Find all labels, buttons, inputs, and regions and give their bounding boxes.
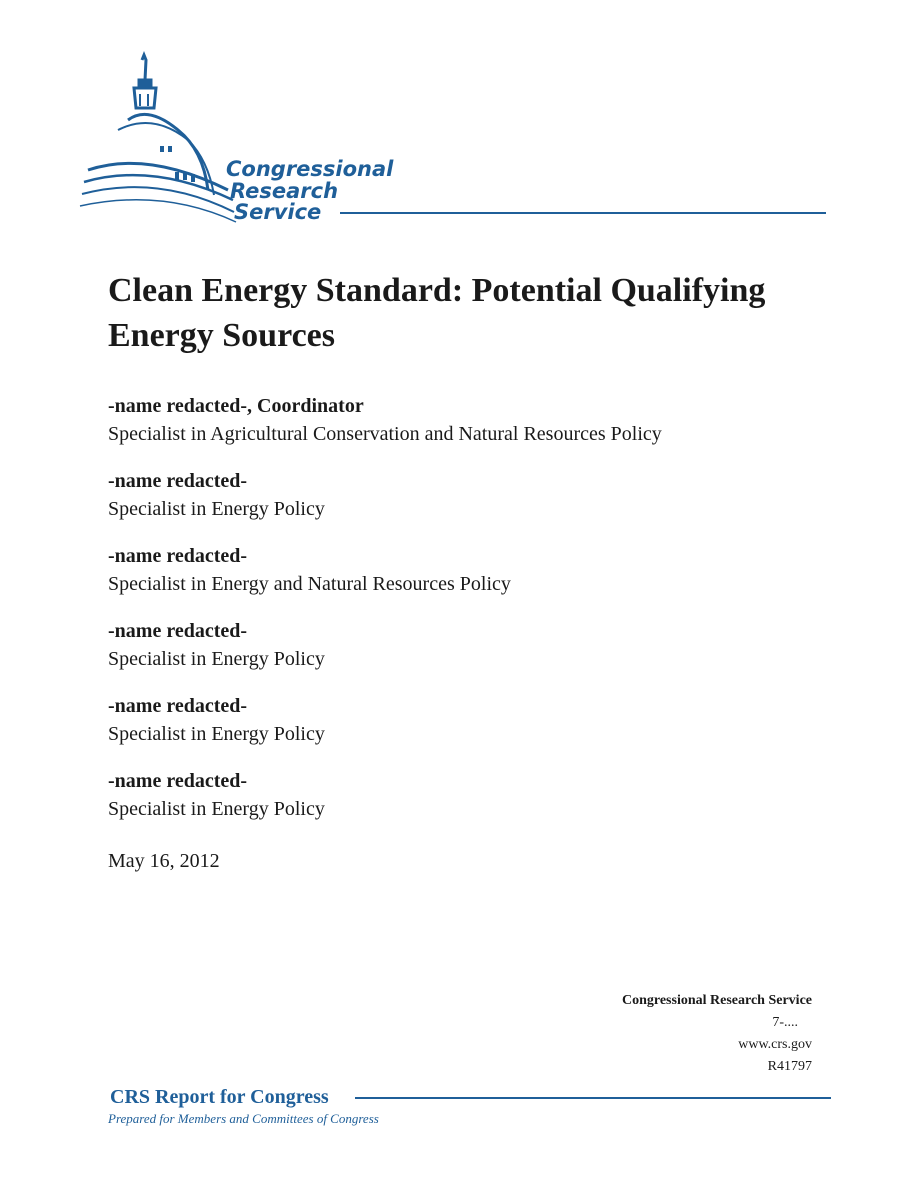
logo-text-line1: Congressional (226, 157, 394, 181)
author-role: Specialist in Energy Policy (108, 498, 325, 520)
crs-report-id: R41797 (767, 1059, 812, 1074)
author-name: -name redacted- (108, 545, 248, 567)
logo-text-line2: Research (230, 179, 339, 203)
author-role: Specialist in Energy Policy (108, 648, 325, 670)
author-role: Specialist in Energy Policy (108, 798, 325, 820)
author-block (108, 692, 868, 748)
author-block (108, 542, 868, 598)
footer-title: CRS Report for Congress (110, 1086, 329, 1108)
footer-rule (355, 1097, 831, 1099)
report-title: Clean Energy Standard: Potential Qualifying Energy Sources (108, 272, 766, 354)
footer-subtitle: Prepared for Members and Committees of Congress (108, 1111, 379, 1126)
crs-service-name: Congressional Research Service (621, 993, 812, 1008)
author-block (108, 467, 868, 523)
crs-info-block (622, 990, 812, 1078)
capitol-dome-icon (78, 50, 238, 225)
crs-logo (78, 50, 838, 225)
author-block (108, 392, 868, 448)
author-name: -name redacted- (108, 620, 248, 642)
author-name: -name redacted- (108, 770, 248, 792)
author-role: Specialist in Energy and Natural Resources Policy (108, 573, 511, 595)
author-block (108, 767, 868, 823)
logo-rule (340, 212, 826, 214)
report-date: May 16, 2012 (108, 850, 220, 872)
crs-number: 7-.... (772, 1015, 798, 1030)
author-role: Specialist in Energy Policy (108, 723, 325, 745)
author-name: -name redacted- (108, 470, 248, 492)
crs-website: www.crs.gov (738, 1037, 812, 1052)
author-name: -name redacted- (108, 695, 248, 717)
logo-text-line3: Service (234, 200, 322, 224)
author-role: Specialist in Agricultural Conservation and Natural Resources Policy (108, 423, 662, 445)
author-block (108, 617, 868, 673)
author-name: -name redacted-, Coordinator (108, 395, 364, 417)
